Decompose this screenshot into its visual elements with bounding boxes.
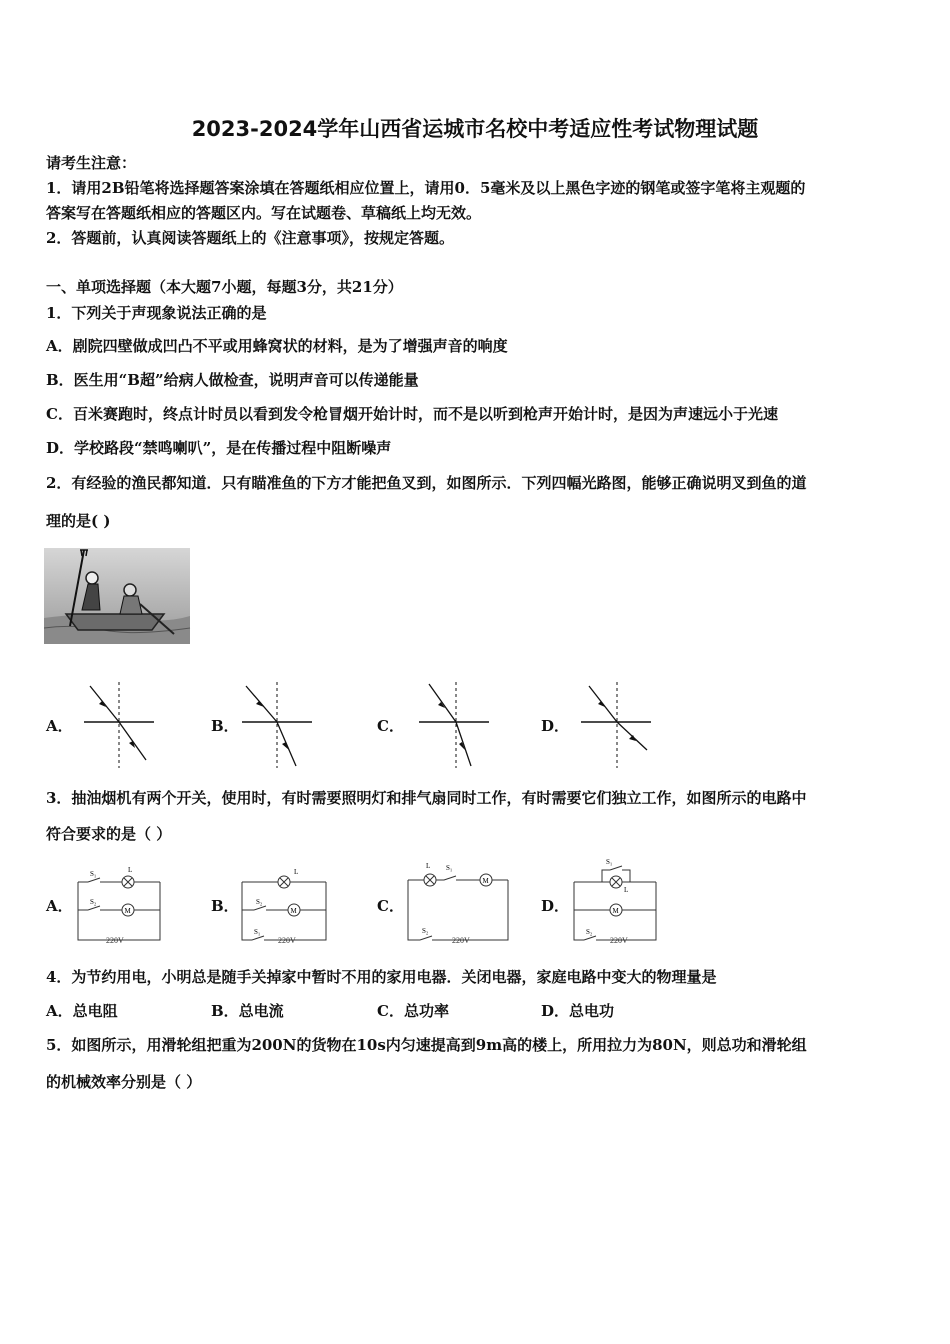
q3d-s2-label: S₂ xyxy=(586,928,593,936)
q3c-lamp-label: L xyxy=(426,862,431,870)
q2-option-a-label: A． xyxy=(46,717,73,735)
q3d-s1-label: S₁ xyxy=(606,858,613,866)
section-heading: 一、单项选择题（本大题7小题，每题3分，共21分） xyxy=(46,278,403,296)
q3b-s2-label: S₂ xyxy=(256,898,263,906)
q4-stem: 4．为节约用电，小明总是随手关掉家中暂时不用的家用电器．关闭电器，家庭电路中变大的物理量是 xyxy=(46,968,717,986)
q3c-s2-label: S₂ xyxy=(422,927,429,935)
q3a-lamp-label: L xyxy=(128,866,133,874)
notice-item-1-line-1: 1．请用2B铅笔将选择题答案涂填在答题纸相应位置上，请用0．5毫米及以上黑色字迹的钢笔或签字笔将主观题的 xyxy=(46,179,806,197)
q3-option-d-label: D． xyxy=(541,897,570,915)
q3a-s1-label: S₁ xyxy=(90,870,97,878)
q3a-voltage-label: 220V xyxy=(106,936,124,945)
q3-circuit-d xyxy=(570,852,662,946)
q2-option-b-label: B． xyxy=(211,717,239,735)
q2-option-d-label: D． xyxy=(541,717,570,735)
q4-option-c: C．总功率 xyxy=(377,1002,449,1020)
q3-circuit-b xyxy=(238,862,330,946)
q3-stem-line-1: 3．抽油烟机有两个开关，使用时，有时需要照明灯和排气扇同时工作，有时需要它们独立工作，如图所示的电路中 xyxy=(46,789,807,807)
q3-option-c-label: C． xyxy=(377,897,404,915)
q3-circuit-c xyxy=(404,858,514,946)
q5-stem-line-2: 的机械效率分别是（ ） xyxy=(46,1073,202,1091)
q1-stem: 1．下列关于声现象说法正确的是 xyxy=(46,304,267,322)
q2-stem-line-1: 2．有经验的渔民都知道．只有瞄准鱼的下方才能把鱼叉到，如图所示．下列四幅光路图，能够正确说明叉到鱼的道 xyxy=(46,474,807,492)
q3b-s1-label: S₁ xyxy=(254,928,261,936)
q3c-s1-label: S₁ xyxy=(446,864,453,872)
q3b-voltage-label: 220V xyxy=(278,936,296,945)
q3-option-a-label: A． xyxy=(46,897,73,915)
q3b-lamp-label: L xyxy=(294,868,299,876)
fisherman-illustration xyxy=(44,548,194,646)
q3b-motor-label: M xyxy=(290,907,297,915)
q4-option-a: A．总电阻 xyxy=(46,1002,118,1020)
notice-heading: 请考生注意： xyxy=(46,154,137,172)
q2-diagram-c xyxy=(415,680,495,770)
q3c-voltage-label: 220V xyxy=(452,936,470,945)
q3-option-b-label: B． xyxy=(211,897,239,915)
q1-option-b: B．医生用“B超”给病人做检查，说明声音可以传递能量 xyxy=(46,371,419,389)
q3a-motor-label: M xyxy=(124,907,131,915)
q3d-motor-label: M xyxy=(612,907,619,915)
q3d-lamp-label: L xyxy=(624,886,629,894)
q5-stem-line-1: 5．如图所示，用滑轮组把重为200N的货物在10s内匀速提高到9m高的楼上，所用拉力为80N，则总功和滑轮组 xyxy=(46,1036,807,1054)
q1-option-c: C．百米赛跑时，终点计时员以看到发令枪冒烟开始计时，而不是以听到枪声开始计时，是因为声速远小于光速 xyxy=(46,405,778,423)
q2-diagram-d xyxy=(577,680,657,770)
q3-stem-line-2: 符合要求的是（ ） xyxy=(46,825,172,843)
q4-option-d: D．总电功 xyxy=(541,1002,615,1020)
page-title: 2023-2024学年山西省运城市名校中考适应性考试物理试题 xyxy=(191,117,759,141)
q3-circuit-a xyxy=(74,862,164,946)
q2-diagram-a xyxy=(80,680,160,770)
q4-option-b: B．总电流 xyxy=(211,1002,284,1020)
notice-item-2: 2．答题前，认真阅读答题纸上的《注意事项》，按规定答题。 xyxy=(46,229,454,247)
q2-stem-line-2: 理的是( ) xyxy=(46,512,111,530)
q2-option-c-label: C． xyxy=(377,717,404,735)
q3a-s2-label: S₂ xyxy=(90,898,97,906)
notice-item-1-line-2: 答案写在答题纸相应的答题区内。写在试题卷、草稿纸上均无效。 xyxy=(46,204,482,222)
q1-option-a: A．剧院四壁做成凹凸不平或用蜂窝状的材料，是为了增强声音的响度 xyxy=(46,337,508,355)
q2-diagram-b xyxy=(238,680,318,770)
q3d-voltage-label: 220V xyxy=(610,936,628,945)
q3c-motor-label: M xyxy=(482,877,489,885)
q1-option-d: D．学校路段“禁鸣喇叭”，是在传播过程中阻断噪声 xyxy=(46,439,392,457)
